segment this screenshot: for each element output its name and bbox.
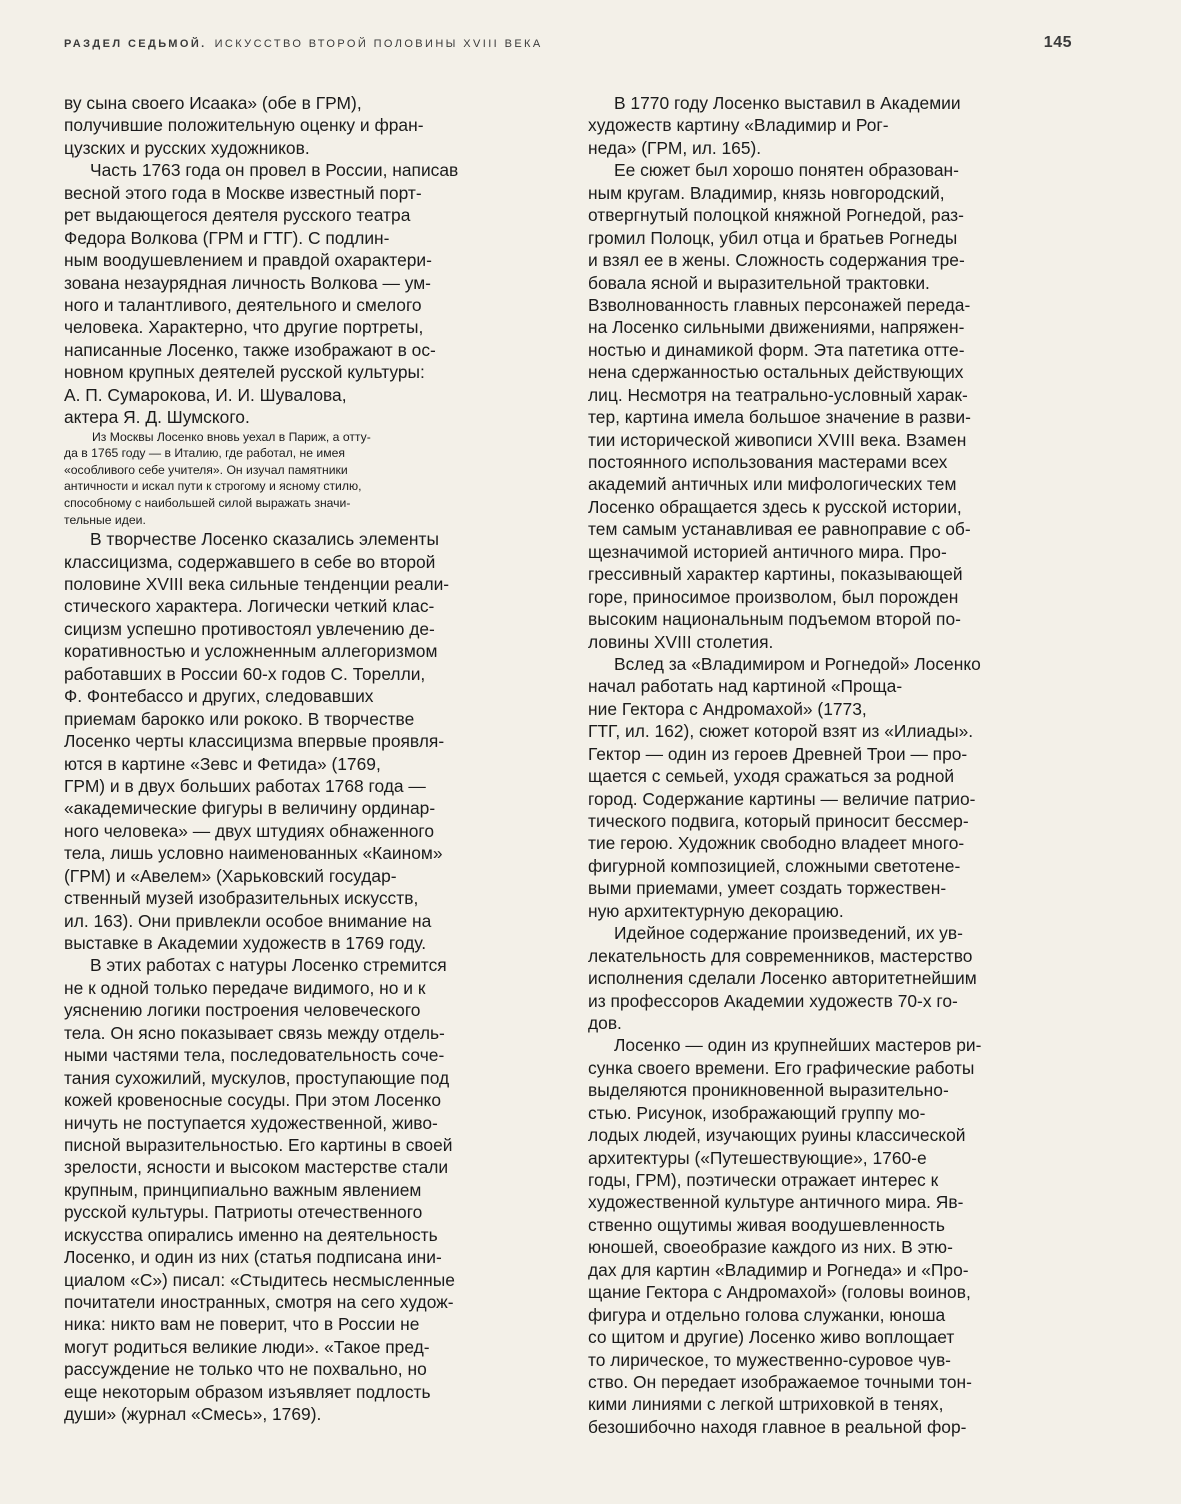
text-line: город. Содержание картины — величие патрио- — [588, 788, 976, 809]
text-line: еще некоторым образом изъявляет подлость — [64, 1381, 431, 1402]
text-line: ную архитектурную декорацию. — [588, 900, 844, 921]
note-line: «особливого себе учителя». Он изучал памятники — [64, 462, 348, 477]
text-line: зована незаурядная личность Волкова — ум- — [64, 272, 431, 293]
text-line: В творчестве Лосенко сказались элементы — [90, 529, 439, 550]
text-line: отвергнутый полоцкой княжной Рогнедой, раз- — [588, 205, 964, 226]
text-line: весной этого года в Москве известный порт- — [64, 182, 422, 203]
text-line: рассуждение не только что не похвально, но — [64, 1359, 427, 1380]
text-line: Идейное содержание произведений, их ув- — [614, 923, 963, 944]
text-line: лодых людей, изучающих руины классической — [588, 1125, 966, 1146]
text-line: Лосенко черты классицизма впервые проявля- — [64, 731, 445, 752]
text-line: тем самым устанавливая ее равноправие с об- — [588, 519, 971, 540]
text-line: писной выразительностью. Его картины в своей — [64, 1134, 453, 1155]
text-line: сунка своего времени. Его графические работы — [588, 1057, 975, 1078]
text-line: исполнения сделали Лосенко авторитетнейшим — [588, 968, 977, 989]
text-line: сицизм успешно противостоял увлечению де- — [64, 618, 435, 639]
text-line: ного и талантливого, деятельного и смелого — [64, 294, 422, 315]
right-column — [588, 92, 1072, 1438]
text-line: громил Полоцк, убил отца и братьев Рогнеды — [588, 227, 958, 248]
text-line: зрелости, ясности и высоком мастерстве стали — [64, 1157, 449, 1178]
section-title: ИСКУССТВО ВТОРОЙ ПОЛОВИНЫ XVIII ВЕКА — [214, 38, 543, 50]
text-line: ственно ощутимы живая воодушевленность — [588, 1214, 945, 1235]
text-line: могут родиться великие люди». «Такое пред- — [64, 1336, 430, 1357]
text-line: человека. Характерно, что другие портреты, — [64, 317, 424, 338]
text-line: ются в картине «Зевс и Фетида» (1769, — [64, 753, 381, 774]
text-line: начал работать над картиной «Проща- — [588, 676, 903, 697]
text-line: Ф. Фонтебассо и других, следовавших — [64, 686, 374, 707]
text-line: ностью и динамикой форм. Эта патетика отте- — [588, 339, 965, 360]
text-line: архитектуры («Путешествующие», 1760-е — [588, 1147, 927, 1168]
text-line: написанные Лосенко, также изображают в ос- — [64, 339, 436, 360]
note-line: тельные идеи. — [64, 512, 146, 527]
text-line: на Лосенко сильными движениями, напряжен- — [588, 317, 965, 338]
page-number: 145 — [1043, 34, 1072, 51]
text-line: то лирическое, то мужественно-суровое чув- — [588, 1349, 951, 1370]
text-line: грессивный характер картины, показывающей — [588, 564, 963, 585]
text-line: Часть 1763 года он провел в России, написав — [90, 160, 459, 181]
text-line: искусства опирались именно на деятельность — [64, 1224, 438, 1245]
section-label: РАЗДЕЛ СЕДЬМОЙ. — [64, 38, 207, 50]
text-line: щается с семьей, уходя сражаться за родной — [588, 766, 955, 787]
text-line: души» (журнал «Смесь», 1769). — [64, 1404, 322, 1425]
text-line: крупным, принципиально важным явлением — [64, 1179, 422, 1200]
text-line: тического подвига, который приносит бессмер- — [588, 811, 969, 831]
text-line: ным воодушевлением и правдой охарактери- — [64, 250, 432, 271]
note-line: Из Москвы Лосенко вновь уехал в Париж, а отту- — [92, 429, 371, 444]
text-line: Федора Волкова (ГРМ и ГТГ). С подлин- — [64, 227, 390, 248]
text-line: ного человека» — двух штудиях обнаженного — [64, 820, 435, 841]
text-line: ника: никто вам не поверит, что в России не — [64, 1314, 420, 1335]
text-line: почитатели иностранных, смотря на сего худож- — [64, 1292, 454, 1312]
text-line: тела, лишь условно наименованных «Каином» — [64, 843, 443, 864]
text-line: Лосенко — один из крупнейших мастеров ри- — [614, 1035, 982, 1056]
text-line: фигура и отдельно голова служанки, юноша — [588, 1304, 946, 1325]
text-line: ничуть не поступается художественной, живо- — [64, 1112, 438, 1133]
text-line: тания сухожилий, мускулов, проступающие под — [64, 1067, 450, 1088]
text-line: тие герою. Художник свободно владеет много- — [588, 833, 965, 854]
text-line: постоянного использования мастерами всех — [588, 452, 948, 472]
text-line: щезначимой историей античного мира. Про- — [588, 541, 947, 562]
text-line: неда» (ГРМ, ил. 165). — [588, 137, 762, 158]
text-line: В 1770 году Лосенко выставил в Академии — [614, 93, 961, 113]
text-line: высоким национальным подъемом второй по- — [588, 609, 961, 630]
text-line: работавших в России 60-х годов С. Торелли, — [64, 663, 426, 684]
text-line: со щитом и другие) Лосенко живо воплощает — [588, 1327, 955, 1348]
text-line: В этих работах с натуры Лосенко стремится — [90, 955, 447, 976]
text-line: ным кругам. Владимир, князь новгородский, — [588, 182, 945, 203]
text-line: кожей кровеносные сосуды. При этом Лосенко — [64, 1090, 442, 1111]
text-line: цузских и русских художников. — [64, 137, 310, 158]
text-line: дах для картин «Владимир и Рогнеда» и «Про- — [588, 1259, 969, 1280]
text-line: уяснению логики построения человеческого — [64, 1000, 421, 1021]
text-line: ние Гектора с Андромахой» (1773, — [588, 698, 867, 719]
text-line: Гектор — один из героев Древней Трои — про- — [588, 743, 968, 764]
running-head — [64, 34, 1072, 64]
text-line: щание Гектора с Андромахой» (головы воинов, — [588, 1282, 971, 1303]
text-line: актера Я. Д. Шумского. — [64, 407, 250, 428]
text-line: ловины XVIII столетия. — [588, 631, 774, 652]
text-line: русской культуры. Патриоты отечественного — [64, 1202, 423, 1223]
note-line: античности и искал пути к строгому и ясному стилю, — [64, 479, 362, 494]
text-line: тела. Он ясно показывает связь между отдель- — [64, 1022, 445, 1043]
text-line: дов. — [588, 1012, 622, 1033]
text-line: художественной культуре античного мира. Яв- — [588, 1192, 964, 1213]
text-line: Взволнованность главных персонажей переда- — [588, 294, 971, 315]
text-line: ственный музей изобразительных искусств, — [64, 888, 419, 909]
text-line: Лосенко, и один из них (статья подписана ини- — [64, 1247, 442, 1268]
text-line: лекательность для современников, мастерство — [588, 945, 973, 966]
text-line: коративностью и усложненным аллегоризмом — [64, 641, 438, 662]
text-line: фигурной композицией, сложными светотене- — [588, 855, 961, 876]
text-line: (ГРМ) и «Авелем» (Харьковский государ- — [64, 865, 397, 886]
text-line: не к одной только передаче видимого, но и к — [64, 977, 426, 998]
text-line: «академические фигуры в величину ординар- — [64, 798, 436, 819]
text-line: бовала ясной и выразительной трактовки. — [588, 272, 930, 293]
text-line: ГРМ) и в двух больших работах 1768 года — — [64, 775, 426, 796]
text-line: ГТГ, ил. 162), сюжет которой взят из «Илиады». — [588, 721, 974, 742]
note-line: способному с наибольшей силой выражать значи- — [64, 495, 351, 510]
text-line: классицизма, содержавшего в себе во второй — [64, 551, 436, 572]
text-line: выделяются проникновенной выразительно- — [588, 1080, 949, 1101]
text-line: стического характера. Логически четкий клас- — [64, 596, 435, 617]
text-line: выми приемами, умеет создать торжествен- — [588, 878, 947, 899]
text-line: нена сдержанностью остальных действующих — [588, 362, 964, 383]
text-line: получившие положительную оценку и фран- — [64, 115, 424, 136]
text-line: кими линиями с легкой штриховкой в тенях, — [588, 1394, 944, 1415]
text-line: ву сына своего Исаака» (обе в ГРМ), — [64, 93, 362, 113]
text-line: А. П. Сумарокова, И. И. Шувалова, — [64, 384, 347, 405]
text-line: годы, ГРМ), поэтически отражает интерес к — [588, 1170, 939, 1190]
text-line: безошибочно находя главное в реальной фор- — [588, 1416, 967, 1437]
text-line: циалом «С») писал: «Стыдитесь несмысленные — [64, 1269, 455, 1290]
note-line: да в 1765 году — в Италию, где работал, не имея — [64, 446, 345, 461]
text-line: лиц. Несмотря на театрально-условный харак- — [588, 384, 968, 405]
text-line: приемам барокко или рококо. В творчестве — [64, 708, 415, 729]
text-line: рет выдающегося деятеля русского театра — [64, 205, 411, 226]
text-line: половине XVIII века сильные тенденции реали- — [64, 574, 450, 594]
text-line: горе, приносимое произволом, был порожден — [588, 586, 959, 607]
text-line: ство. Он передает изображаемое точными тон- — [588, 1371, 972, 1392]
text-line: художеств картину «Владимир и Рог- — [588, 115, 889, 136]
text-line: Лосенко обращается здесь к русской истории, — [588, 496, 962, 517]
text-line: из профессоров Академии художеств 70-х го- — [588, 990, 958, 1011]
text-line: Вслед за «Владимиром и Рогнедой» Лосенко — [614, 653, 981, 674]
text-line: Ее сюжет был хорошо понятен образован- — [614, 160, 959, 181]
text-line: юношей, своеобразие каждого из них. В этю- — [588, 1237, 953, 1258]
text-line: и взял ее в жены. Сложность содержания тре- — [588, 250, 965, 271]
text-line: ил. 163). Они привлекли особое внимание на — [64, 910, 432, 931]
text-line: академий античных или мифологических тем — [588, 474, 957, 495]
text-line: выставке в Академии художеств в 1769 году. — [64, 933, 427, 953]
text-line: тер, картина имела большое значение в разви- — [588, 407, 971, 428]
text-line: новном крупных деятелей русской культуры: — [64, 362, 425, 383]
text-line: ными частями тела, последовательность соче- — [64, 1045, 445, 1066]
text-line: тии исторической живописи XVIII века. Взамен — [588, 429, 967, 450]
left-column — [64, 92, 546, 1426]
text-line: стью. Рисунок, изображающий группу мо- — [588, 1102, 926, 1123]
